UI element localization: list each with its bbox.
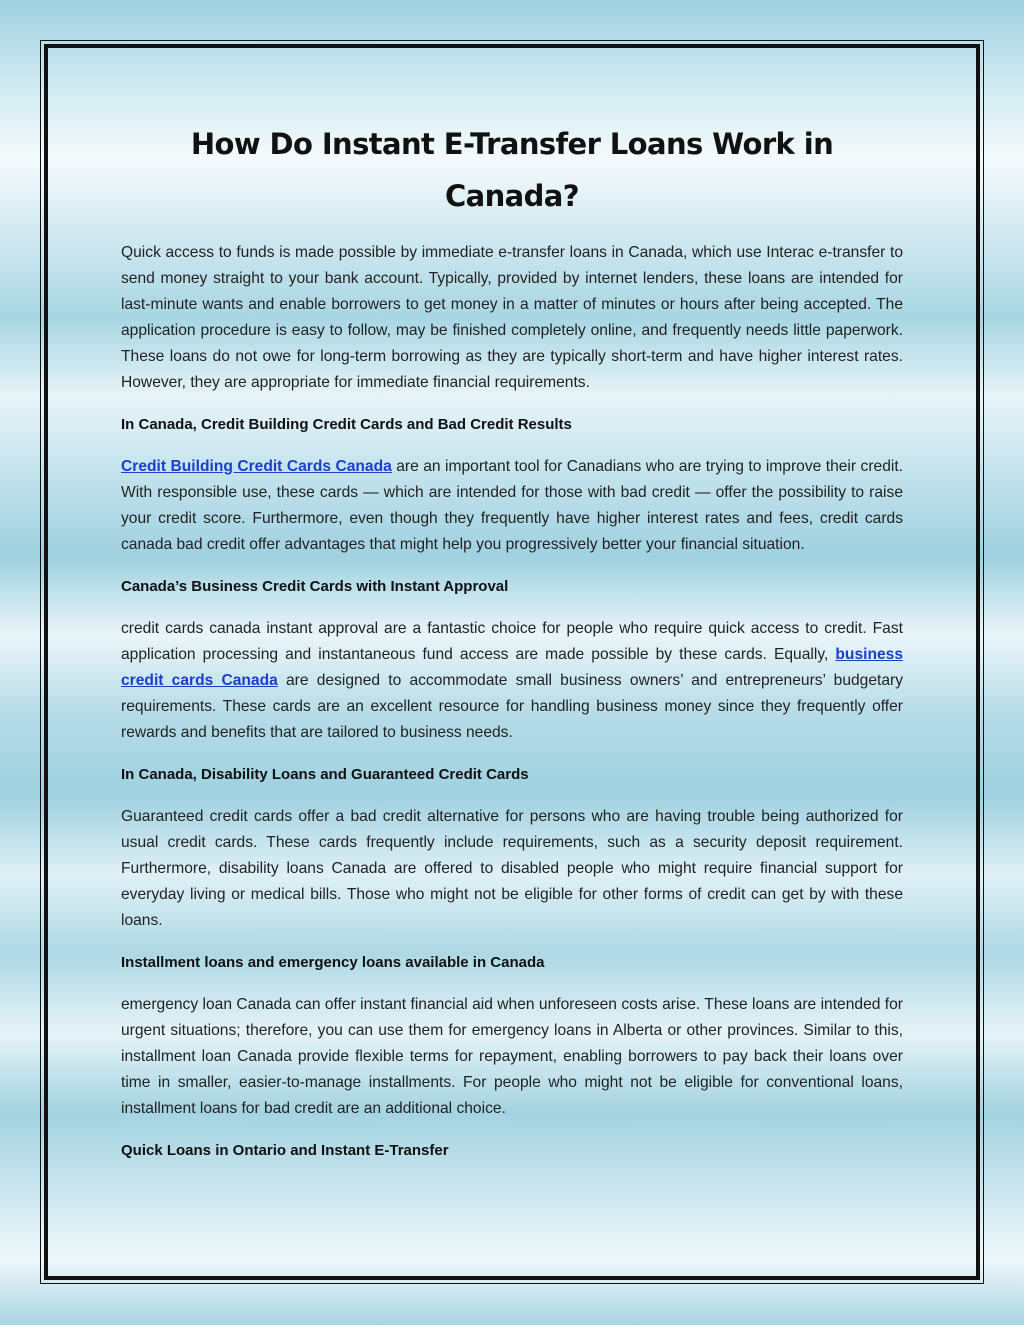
document-content xyxy=(121,118,903,1180)
section-heading-credit-building: In Canada, Credit Building Credit Cards and Bad Credit Results xyxy=(121,416,572,433)
section-heading-quick-loans: Quick Loans in Ontario and Instant E-Transfer xyxy=(121,1142,449,1159)
intro-paragraph: Quick access to funds is made possible by immediate e-transfer loans in Canada, which use Interac e-transfer to send money straight to your bank account. Typically, provided by internet lenders, these loans are intended for last-minute wants and enable borrowers to get money in a matter of minutes or hours after being accepted. The application procedure is easy to follow, may be finished completely online, and frequently needs little paperwork. These loans do not owe for long-term borrowing as they are typically short-term and have higher interest rates. However, they are appropriate for immediate financial requirements. xyxy=(121,244,903,391)
section-text: credit cards canada instant approval are a fantastic choice for people who require quick access to credit. Fast application processing and instantaneous fund access are made possible by these cards. Equally, xyxy=(121,620,903,663)
section-paragraph-business-cards xyxy=(121,616,903,746)
section-paragraph-disability-loans: Guaranteed credit cards offer a bad credit alternative for persons who are having trouble being authorized for usual credit cards. These cards frequently include requirements, such as a security deposit requirement. Furthermore, disability loans Canada are offered to disabled people who might require financial support for everyday living or medical bills. Those who might not be eligible for other forms of credit can get by with these loans. xyxy=(121,808,903,929)
section-text: are an important tool for Canadians who are trying to improve their credit. With responsible use, these cards — which are intended for those with bad credit — offer the possibility to raise your credit score. Furthermore, even though they frequently have higher interest rates and fees, credit cards canada bad credit offer advantages that might help you progressively better your financial situation. xyxy=(121,458,903,553)
section-paragraph-installment-loans: emergency loan Canada can offer instant financial aid when unforeseen costs arise. These loans are intended for urgent situations; therefore, you can use them for emergency loans in Alberta or other provinces. Similar to this, installment loan Canada provide flexible terms for repayment, enabling borrowers to pay back their loans over time in smaller, easier-to-manage installments. For people who might not be eligible for conventional loans, installment loans for bad credit are an additional choice. xyxy=(121,996,903,1117)
section-text: are designed to accommodate small business owners’ and entrepreneurs’ budgetary requirements. These cards are an excellent resource for handling business money since they frequently offer rewards and benefits that are tailored to business needs. xyxy=(121,672,903,741)
document-title: How Do Instant E-Transfer Loans Work in Canada? xyxy=(190,127,834,213)
section-paragraph-credit-building xyxy=(121,454,903,558)
section-heading-business-cards: Canada’s Business Credit Cards with Instant Approval xyxy=(121,578,509,595)
credit-building-link[interactable]: Credit Building Credit Cards Canada xyxy=(121,458,392,475)
section-heading-installment-loans: Installment loans and emergency loans available in Canada xyxy=(121,954,545,971)
business-credit-cards-link[interactable]: business credit cards Canada xyxy=(121,646,903,689)
section-heading-disability-loans: In Canada, Disability Loans and Guaranteed Credit Cards xyxy=(121,766,529,783)
